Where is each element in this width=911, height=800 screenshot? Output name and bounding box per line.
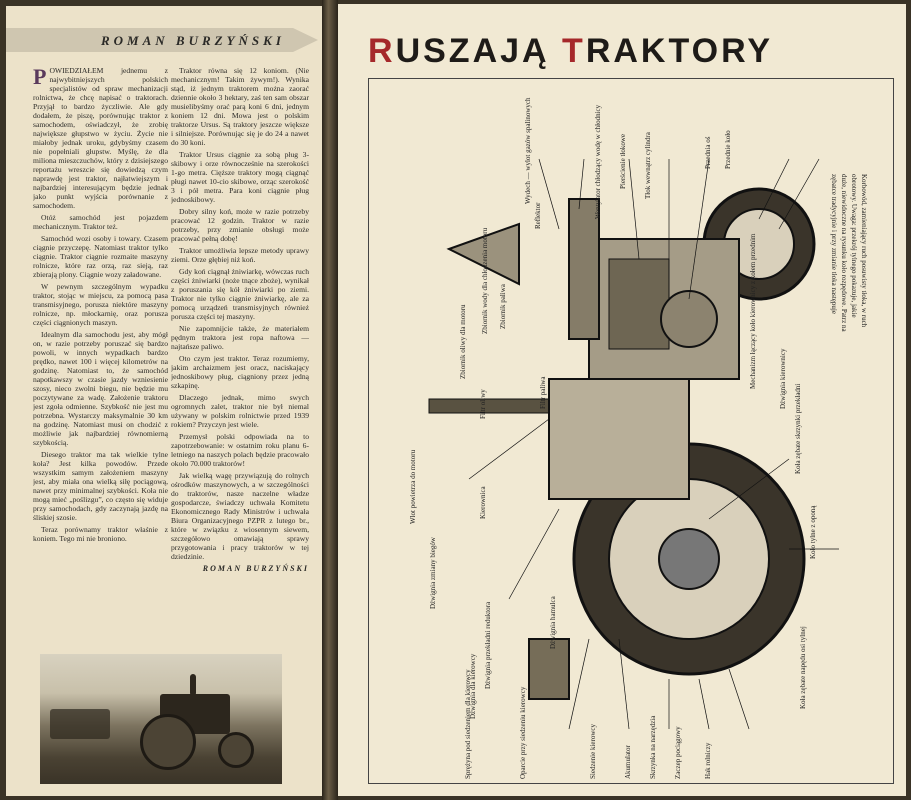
right-page xyxy=(338,4,906,796)
tractor-rear-wheel xyxy=(140,714,196,770)
label-steering-wheel: Kierownica xyxy=(479,486,487,519)
page-title: RUSZAJĄ TRAKTORY xyxy=(368,32,774,70)
label-driver-seat: Siedzenie kierowcy xyxy=(589,723,597,779)
paragraph: Gdy koń ciągnął żniwiarkę, wówczas ruch części żniwiarki (noże tnące zboże), wynikał z poruszania się kół żniwiarki po ziemi. Traktor nie tylko ciągnie żniwiarkę, ale za pomocą urządzeń transmisyjnych również porusza części tej maszyny. xyxy=(171,267,309,321)
label-reducer-lever: Dźwignia przekładni reduktora xyxy=(484,601,492,689)
tractor-photo xyxy=(40,654,282,784)
label-rear-wheel: Koło tylne z oponą xyxy=(809,505,817,559)
tractor-exhaust xyxy=(190,674,196,696)
tractor-front-wheel xyxy=(218,732,254,768)
label-oil-tank: Zbiornik oliwy dla motoru xyxy=(459,304,467,379)
article-column-1 xyxy=(33,66,168,656)
paragraph: Otóż samochód jest pojazdem mechanicznym. Traktor też. xyxy=(33,213,168,231)
paragraph: Jak wielką wagę przywiązują do rolnych ośrodków maszynowych, a w szczególności do traktorów, nasze naczelne władze gospodarcze, świadczy uchwała Komitetu Ekonomicznego Rady Ministrów i uchwała Biura Organizacyjnego PZPR z lutego br., które w związku z wiosennym siewem, szczegółowo omawiają sprawy przygotowania i pracy traktorów w tej dziedzinie. xyxy=(171,471,309,561)
paragraph: Nie zapomnijcie także, że materiałem pędnym traktora jest ropa naftowa — najtańsze paliwo. xyxy=(171,324,309,351)
label-hitch: Hak rolniczy xyxy=(704,742,712,779)
label-fan: Wentylator chłodzący wodę w chłodnicy xyxy=(594,104,602,219)
paragraph: Traktor równa się 12 koniom. (Nie mechanicznym! Takim żywym!). Wynika stąd, iż jednym traktorem można zaorać dziennie około 3 hektary, zaś ten sam obszar musielibyśmy orać parą koni 6 dni, jednym koniem 12 dni. Mowa jest o polskim traktorze Ursus. Są traktory jeszcze większe i silniejsze. Porównując się je do 24 a nawet do 30 koni. xyxy=(171,66,309,147)
label-front-axle: Przednia oś xyxy=(704,136,712,169)
paragraph: Teraz porównamy traktor właśnie z koniem. Tego mi nie broniono. xyxy=(33,525,168,543)
label-water-tank: Zbiornik wody dla chłodzenia motoru xyxy=(481,227,489,334)
label-seat-back: Oparcie przy siedzeniu kierowcy xyxy=(519,686,527,779)
label-oil-filter: Filtr oliwy xyxy=(479,389,487,419)
paragraph: Traktor Ursus ciągnie za sobą pług 3-skibowy i orze równocześnie na szerokości 1-go metra. Cięższe traktory mogą ciągnąć pługi nawet 10-cio skibowe, orząc szerokość 3 i pół metra. Para koni ciągnie pług jednoskibowy. xyxy=(171,150,309,204)
label-driver-lever: Dźwignia dla kierowcy xyxy=(469,653,477,719)
label-toolbox: Skrzynka na narzędzia xyxy=(649,715,657,779)
paragraph: Oto czym jest traktor. Teraz rozumiemy, jakim archaizmem jest oracz, naciskający jednoskibowy pług, ciągniony przez jedną szkapinę. xyxy=(171,354,309,390)
label-exhaust: Wydech — wylot gazów spalinowych xyxy=(524,97,532,204)
dropcap: P xyxy=(33,66,47,89)
label-rear-gears: Koła zębate napędu osi tylnej xyxy=(799,626,807,709)
paragraph: W pewnym szczególnym wypadku traktor, stojąc w miejscu, za pomocą pasa transmisyjnego, porusza niektóre maszyny rolnicze, np. młockarnię, oraz porusza części ciągnionych maszyn. xyxy=(33,282,168,327)
label-gear-lever: Dźwignia zmiany biegów xyxy=(429,537,437,609)
label-fuel-filter: Filtr paliwa xyxy=(539,376,547,409)
label-steering-lever: Dźwignia kierownicy xyxy=(779,348,787,409)
label-piston: Tłok wewnątrz cylindra xyxy=(644,132,652,199)
label-seat-spring: Sprężyna pod siedzeniem dla kierowcy xyxy=(464,669,472,779)
signature: ROMAN BURZYŃSKI xyxy=(202,564,309,573)
paragraph: Samochód wozi osoby i towary. Czasem ciągnie przyczepę. Natomiast traktor tylko ciągnie. Traktor ciągnie rozmaite maszyny rolnicze, które raz orzą, raz sieją, raz zbierają plony. Ciągnie wozy załadowane. xyxy=(33,234,168,279)
paragraph: Dobry silny koń, może w razie potrzeby pracować 12 godzin. Traktor w razie potrzeby, przy zmianie obsługi może pracować pełną dobę! xyxy=(171,207,309,243)
paragraph: Diesego traktor ma tak wielkie tylne koła? Jest kilka powodów. Przede wszystkim samym założeniem maszyny jest, aby miała ona wielką siłę pociągową, nawet przy minimalnej szybkości. Koła nie mogą mieć „poślizgu”, co często się widuje przy samochodach, gdy zaczynają jazdę na śliskiej szosie. xyxy=(33,450,168,522)
label-fuel-tank: Zbiornik paliwa xyxy=(499,284,507,329)
paragraph: OWIEDZIAŁEM jednemu z najwybitniejszych polskich specjalistów od spraw mechanizacji rolnictwa, że chcę napisać o traktorach. Przyjął to bardzo życzliwie. Ale gdy dodałem, że piszę, porównując traktor z samochodem, oświadczył, że zrobię największe głupstwo w życiu. Życie nie miałoby jednak uroku, gdybyśmy czasem nie popełniali głupstw. Myślę, że dla miliona mieszczuchów, który z dzisiejszego reportażu wreszcie się dowiedzą czym naprawdę jest traktor, najłatwiejszym i najbardziej interesującym będzie jednak jako punkt wyjścia porównanie z samochodem. xyxy=(33,66,168,210)
label-gearbox-gears: Koła zębate skrzynki przekładni xyxy=(794,383,802,474)
author-header: ROMAN BURZYŃSKI xyxy=(101,33,285,48)
paragraph: Idealnym dla samochodu jest, aby mógł on, w razie potrzeby poruszać się bardzo powoli, w innych wypadkach bardzo prędko, nawet 100 i więcej kilometrów na godzinę. Natomiast to, że samochód napotkawszy w czasie jazdy wzniesienie szosy, nieco zwolni biegu, nie będzie mu poczytywane za wadę. Założenie traktoru jest zgoła odmienne. Szybkość nie jest mu potrzebna. Wystarczy maksymalnie 30 km na godzinę. Natomiast musi on chodzić z możliwie jak najbardziej równomierną szybkością. xyxy=(33,330,168,447)
label-brake-lever: Dźwignia hamulca xyxy=(549,596,557,649)
magazine-spine xyxy=(322,0,338,800)
paragraph: Przemysł polski odpowiada na to zapotrzebowanie: w ostatnim roku planu 6-letniego na naszych polach będzie pracowało około 70.000 traktorów! xyxy=(171,432,309,468)
paragraph: Traktor umożliwia lepsze metody uprawy ziemi. Orze głębiej niż koń. xyxy=(171,246,309,264)
label-air-intake: Wlot powietrza do motoru xyxy=(409,449,417,524)
label-reflector: Reflektor xyxy=(534,202,542,229)
label-battery: Akumulator xyxy=(624,745,632,779)
left-page xyxy=(6,6,322,796)
label-drawbar: Zaczep pociągowy xyxy=(674,726,682,779)
label-piston-rings: Pierścienie tłokowe xyxy=(619,133,627,189)
crankshaft-caption: Korbowód, zamieniający ruch posuwisty tłoka, w ruch obrotowy. Uwaga: przekrój tylnego pokazuje, jakie duże, niewidoczne na rysunku koło rozpędowe. Patrz na zębatce tradycyjnie i przy zmianie tłoka następuje xyxy=(830,174,868,332)
paragraph: Dlaczego jednak, mimo swych ogromnych zalet, traktor nie był niemal używany w polskim rolnictwie przed 1939 rokiem? Przyczyn jest wiele. xyxy=(171,393,309,429)
label-front-wheel: Przednie koło xyxy=(724,130,732,169)
article-column-2 xyxy=(171,66,309,656)
label-steering-linkage: Mechanizm łączący koło kierownicy z kołem przednim xyxy=(749,233,757,389)
second-tractor xyxy=(50,709,110,739)
